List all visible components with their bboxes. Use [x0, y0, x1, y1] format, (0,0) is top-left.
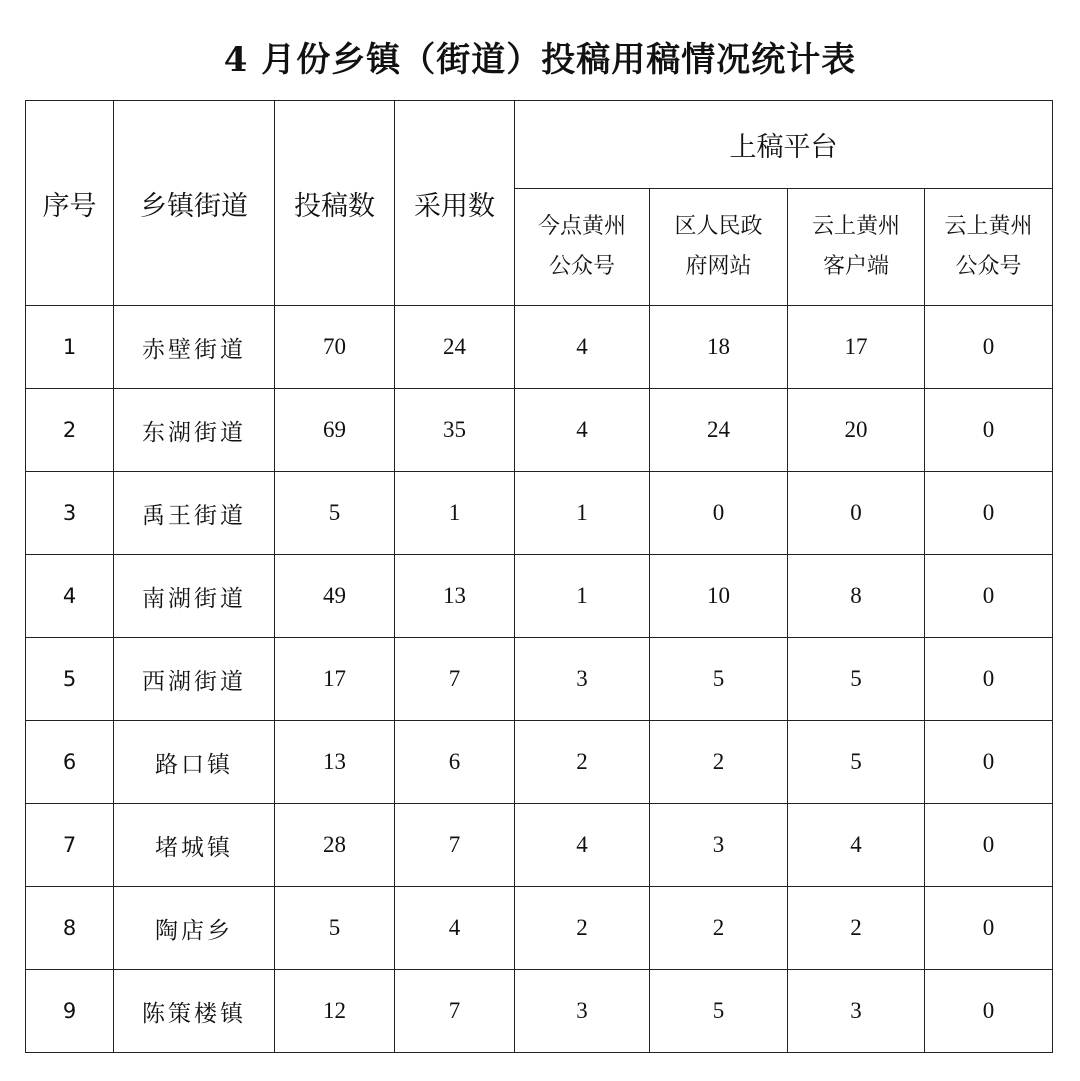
table-row	[26, 306, 1053, 389]
header-row-1	[26, 101, 1053, 189]
cell-town: 东湖街道	[114, 389, 275, 472]
header-index: 序号	[26, 101, 114, 306]
cell-submitted: 5	[275, 887, 395, 970]
table-row	[26, 638, 1053, 721]
cell-platform-4: 0	[925, 306, 1053, 389]
cell-submitted: 28	[275, 804, 395, 887]
header-platform-4-line2: 公众号	[955, 254, 1022, 279]
cell-platform-3: 8	[788, 555, 925, 638]
cell-platform-1: 4	[515, 389, 650, 472]
cell-index: 3	[26, 472, 114, 555]
table-row	[26, 472, 1053, 555]
cell-town: 赤壁街道	[114, 306, 275, 389]
cell-platform-4: 0	[925, 389, 1053, 472]
cell-platform-3: 0	[788, 472, 925, 555]
cell-platform-1: 2	[515, 887, 650, 970]
cell-platform-3: 3	[788, 970, 925, 1053]
header-platform-2-line1: 区人民政	[674, 214, 763, 239]
header-adopted: 采用数	[395, 101, 515, 306]
header-platform-1-line1: 今点黄州	[537, 214, 626, 239]
table-row	[26, 721, 1053, 804]
cell-town: 陈策楼镇	[114, 970, 275, 1053]
cell-platform-3: 20	[788, 389, 925, 472]
cell-platform-1: 1	[515, 472, 650, 555]
cell-index: 9	[26, 970, 114, 1053]
cell-platform-3: 17	[788, 306, 925, 389]
cell-platform-4: 0	[925, 804, 1053, 887]
cell-adopted: 7	[395, 638, 515, 721]
cell-platform-2: 3	[650, 804, 788, 887]
cell-index: 8	[26, 887, 114, 970]
cell-submitted: 13	[275, 721, 395, 804]
header-platform-4-line1: 云上黄州	[944, 214, 1033, 239]
cell-platform-2: 2	[650, 721, 788, 804]
cell-platform-2: 5	[650, 638, 788, 721]
cell-submitted: 12	[275, 970, 395, 1053]
cell-platform-4: 0	[925, 638, 1053, 721]
cell-platform-3: 2	[788, 887, 925, 970]
table-row	[26, 970, 1053, 1053]
cell-town: 禹王街道	[114, 472, 275, 555]
cell-platform-4: 0	[925, 970, 1053, 1053]
cell-index: 6	[26, 721, 114, 804]
cell-platform-1: 3	[515, 638, 650, 721]
statistics-table	[25, 100, 1053, 1053]
cell-index: 7	[26, 804, 114, 887]
header-submitted: 投稿数	[275, 101, 395, 306]
cell-platform-1: 4	[515, 804, 650, 887]
cell-platform-3: 5	[788, 721, 925, 804]
cell-adopted: 1	[395, 472, 515, 555]
table-row	[26, 389, 1053, 472]
page-title: 4 月份乡镇（街道）投稿用稿情况统计表	[223, 40, 857, 80]
cell-adopted: 35	[395, 389, 515, 472]
cell-submitted: 70	[275, 306, 395, 389]
cell-town: 路口镇	[114, 721, 275, 804]
cell-adopted: 4	[395, 887, 515, 970]
header-platform-3	[788, 189, 925, 306]
header-platform-3-line1: 云上黄州	[811, 214, 900, 239]
header-platform-2	[650, 189, 788, 306]
cell-index: 5	[26, 638, 114, 721]
table-row	[26, 887, 1053, 970]
cell-platform-4: 0	[925, 555, 1053, 638]
cell-adopted: 7	[395, 804, 515, 887]
cell-platform-4: 0	[925, 472, 1053, 555]
header-platform-group: 上稿平台	[515, 101, 1053, 189]
cell-town: 陶店乡	[114, 887, 275, 970]
cell-platform-4: 0	[925, 721, 1053, 804]
cell-platform-3: 4	[788, 804, 925, 887]
cell-platform-1: 4	[515, 306, 650, 389]
cell-platform-2: 24	[650, 389, 788, 472]
cell-submitted: 5	[275, 472, 395, 555]
cell-adopted: 24	[395, 306, 515, 389]
cell-submitted: 17	[275, 638, 395, 721]
cell-platform-2: 0	[650, 472, 788, 555]
cell-platform-1: 2	[515, 721, 650, 804]
cell-submitted: 69	[275, 389, 395, 472]
cell-adopted: 6	[395, 721, 515, 804]
header-platform-2-line2: 府网站	[685, 254, 752, 279]
cell-index: 4	[26, 555, 114, 638]
cell-platform-2: 5	[650, 970, 788, 1053]
cell-platform-1: 3	[515, 970, 650, 1053]
cell-index: 1	[26, 306, 114, 389]
cell-adopted: 7	[395, 970, 515, 1053]
cell-submitted: 49	[275, 555, 395, 638]
header-platform-1-line2: 公众号	[548, 254, 615, 279]
header-platform-3-line2: 客户端	[822, 254, 889, 279]
cell-town: 南湖街道	[114, 555, 275, 638]
table-row	[26, 555, 1053, 638]
cell-platform-2: 10	[650, 555, 788, 638]
cell-town: 堵城镇	[114, 804, 275, 887]
cell-platform-1: 1	[515, 555, 650, 638]
cell-index: 2	[26, 389, 114, 472]
cell-platform-2: 18	[650, 306, 788, 389]
cell-town: 西湖街道	[114, 638, 275, 721]
header-town: 乡镇街道	[114, 101, 275, 306]
cell-adopted: 13	[395, 555, 515, 638]
table-row	[26, 804, 1053, 887]
cell-platform-2: 2	[650, 887, 788, 970]
cell-platform-3: 5	[788, 638, 925, 721]
header-platform-1	[515, 189, 650, 306]
cell-platform-4: 0	[925, 887, 1053, 970]
header-platform-4	[925, 189, 1053, 306]
